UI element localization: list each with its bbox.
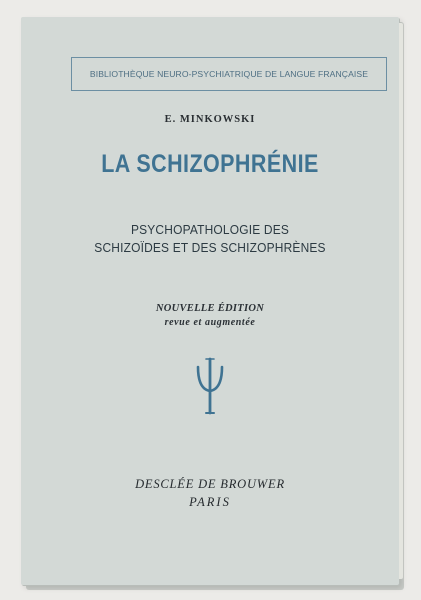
book-subtitle [36, 221, 384, 257]
pages-edge [399, 23, 403, 579]
publisher-city: PARIS [189, 495, 231, 509]
book-cover [21, 17, 399, 585]
publisher-name: DESCLÉE DE BROUWER [135, 477, 285, 491]
subtitle-line-1: PSYCHOPATHOLOGIE DES [130, 222, 290, 237]
series-frame [71, 57, 387, 91]
author-name: E. MINKOWSKI [164, 114, 256, 125]
edition-line-2: revue et augmentée [164, 317, 256, 328]
book-title: LA SCHIZOPHRÉNIE [101, 150, 319, 178]
edition-note [21, 302, 399, 330]
publisher [21, 475, 399, 511]
subtitle-line-2: SCHIZOÏDES ET DES SCHIZOPHRÈNES [94, 240, 326, 255]
edition-line-1: NOUVELLE ÉDITION [155, 303, 265, 314]
psi-icon [195, 355, 225, 417]
series-title: BIBLIOTHÈQUE NEURO-PSYCHIATRIQUE DE LANGUE FRANÇAISE [89, 69, 369, 79]
